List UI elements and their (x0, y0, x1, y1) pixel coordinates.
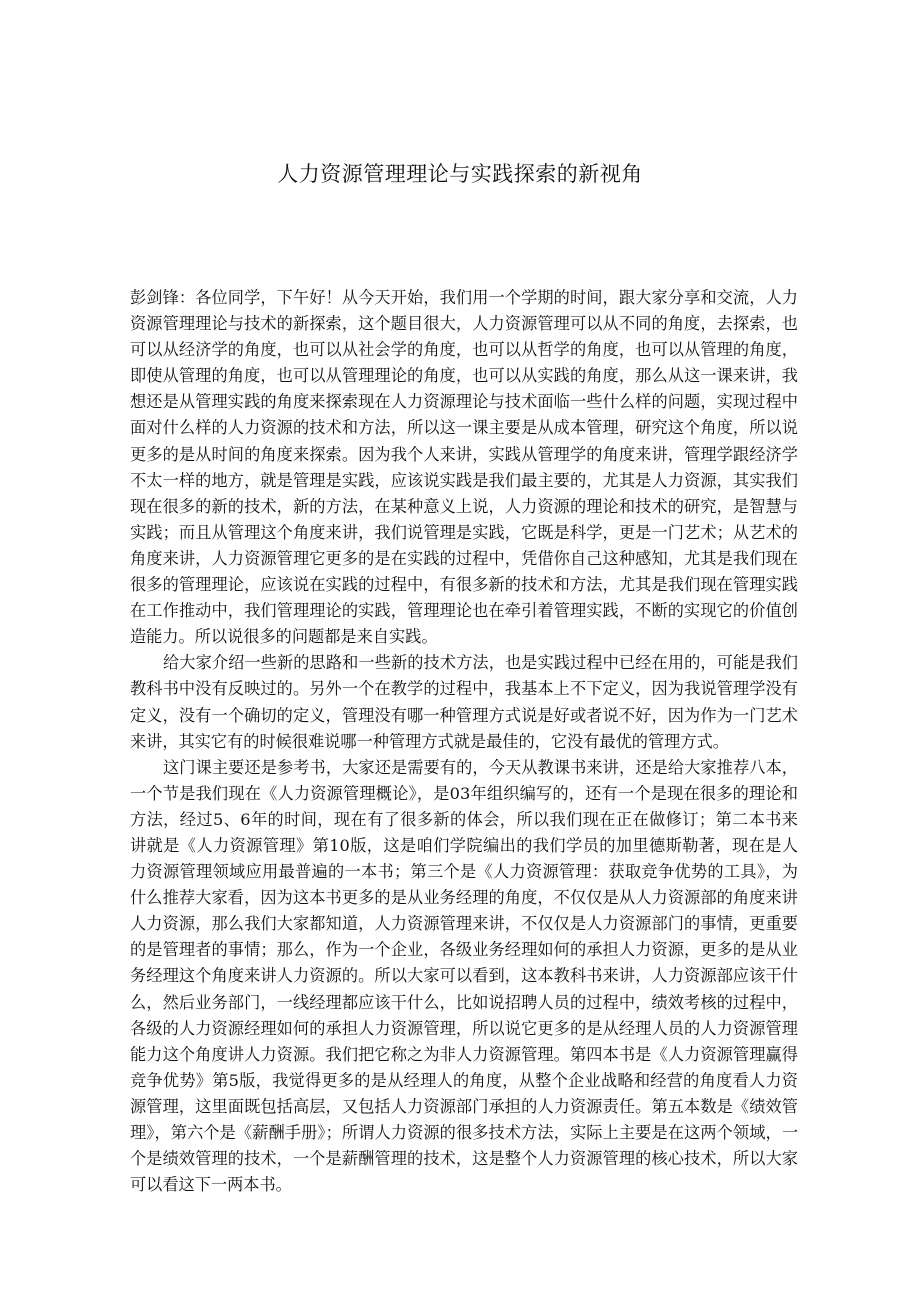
document-title: 人力资源管理理论与实践探索的新视角 (277, 162, 643, 186)
paragraph-methods: 给大家介绍一些新的思路和一些新的技术方法，也是实践过程中已经在用的，可能是我们教科书中没有反映过的。另外一个在教学的过程中，我基本上不下定义，因为我说管理学没有定义，没有一个确切的定义，管理没有哪一种管理方式说是好或者说不好，因为作为一门艺术来讲，其实它有的时候很难说哪一种管理方式就是最佳的，它没有最优的管理方式。 (130, 653, 798, 751)
paragraph-intro: 彭剑锋：各位同学，下午好！从今天开始，我们用一个学期的时间，跟大家分享和交流，人力资源管理理论与技术的新探索，这个题目很大，人力资源管理可以从不同的角度，去探索，也可以从经济学的角度，也可以从社会学的角度，也可以从哲学的角度，也可以从管理的角度，即使从管理的角度，也可以从管理理论的角度，也可以从实践的角度，那么从这一课来讲，我想还是从管理实践的角度来探索现在人力资源理论与技术面临一些什么样的问题，实现过程中面对什么样的人力资源的技术和方法，所以这一课主要是从成本管理，研究这个角度，所以说更多的是从时间的角度来探索。因为我个人来讲，实践从管理学的角度来讲，管理学跟经济学不太一样的地方，就是管理是实践，应该说实践是我们最主要的，尤其是人力资源，其实我们现在很多的新的技术，新的方法，在某种意义上说，人力资源的理论和技术的研究，是智慧与实践；而且从管理这个角度来讲，我们说管理是实践，它既是科学，更是一门艺术；从艺术的角度来讲，人力资源管理它更多的是在实践的过程中，凭借你自己这种感知，尤其是我们现在很多的管理理论，应该说在实践的过程中，有很多新的技术和方法，尤其是我们现在管理实践在工作推动中，我们管理理论的实践，管理理论也在牵引着管理实践，不断的实现它的价值创造能力。所以说很多的问题都是来自实践。 (130, 288, 798, 647)
paragraph-references: 这门课主要还是参考书，大家还是需要有的，今天从教课书来讲，还是给大家推荐八本，一个节是我们现在《人力资源管理概论》，是03年组织编写的，还有一个是现在很多的理论和方法，经过5、6年的时间，现在有了很多新的体会，所以我们现在正在做修订；第二本书来讲就是《人力资源管理》第10版，这是咱们学院编出的我们学员的加里德斯勒著，现在是人力资源管理领域应用最普遍的一本书；第三个是《人力资源管理：获取竞争优势的工具》，为什么推荐大家看，因为这本书更多的是从业务经理的角度，不仅仅是从人力资源部的角度来讲人力资源，那么我们大家都知道，人力资源管理来讲，不仅仅是人力资源部门的事情，更重要的是管理者的事情；那么，作为一个企业，各级业务经理如何的承担人力资源，更多的是从业务经理这个角度来讲人力资源的。所以大家可以看到，这本教科书来讲，人力资源部应该干什么，然后业务部门，一线经理都应该干什么，比如说招聘人员的过程中，绩效考核的过程中，各级的人力资源经理如何的承担人力资源管理，所以说它更多的是从经理人员的人力资源管理能力这个角度讲人力资源。我们把它称之为非人力资源管理。第四本书是《人力资源管理赢得竞争优势》第5版，我觉得更多的是从经理人的角度，从整个企业战略和经营的角度看人力资源管理，这里面既包括高层，又包括人力资源部门承担的人力资源责任。第五本数是《绩效管理》，第六个是《薪酬手册》；所谓人力资源的很多技术方法，实际上主要是在这两个领域，一个是绩效管理的技术，一个是薪酬管理的技术，这是整个人力资源管理的核心技术，所以大家可以看这下一两本书。 (130, 757, 798, 1195)
document-body (130, 285, 798, 1198)
